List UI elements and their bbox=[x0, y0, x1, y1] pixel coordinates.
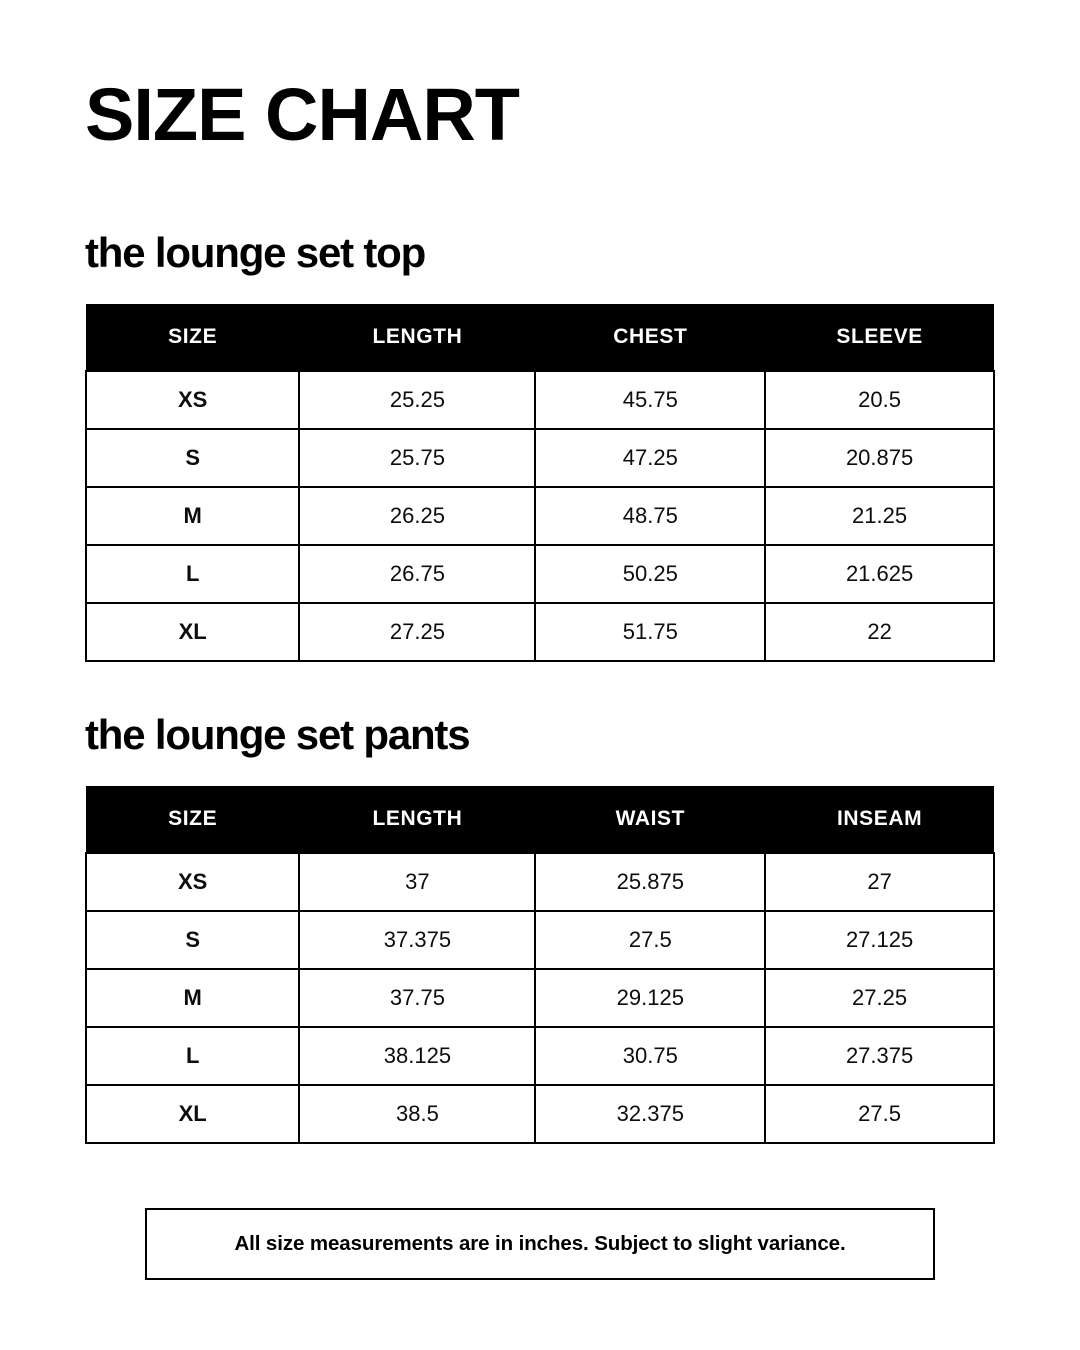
cell-inseam: 27.125 bbox=[765, 911, 994, 969]
table-row bbox=[86, 1085, 994, 1143]
column-header-size: SIZE bbox=[86, 786, 299, 853]
cell-size: M bbox=[86, 969, 299, 1027]
cell-waist: 29.125 bbox=[535, 969, 765, 1027]
cell-chest: 48.75 bbox=[535, 487, 765, 545]
cell-chest: 50.25 bbox=[535, 545, 765, 603]
table-row bbox=[86, 545, 994, 603]
column-header-waist: WAIST bbox=[535, 786, 765, 853]
column-header-chest: CHEST bbox=[535, 304, 765, 371]
cell-size: L bbox=[86, 545, 299, 603]
measurement-note: All size measurements are in inches. Subject to slight variance. bbox=[145, 1208, 935, 1280]
cell-length: 37.75 bbox=[299, 969, 535, 1027]
cell-size: XL bbox=[86, 603, 299, 661]
cell-inseam: 27.5 bbox=[765, 1085, 994, 1143]
cell-length: 38.125 bbox=[299, 1027, 535, 1085]
cell-size: XS bbox=[86, 371, 299, 429]
column-header-length: LENGTH bbox=[299, 786, 535, 853]
cell-sleeve: 20.875 bbox=[765, 429, 994, 487]
cell-chest: 51.75 bbox=[535, 603, 765, 661]
column-header-size: SIZE bbox=[86, 304, 299, 371]
cell-size: S bbox=[86, 429, 299, 487]
table-row bbox=[86, 911, 994, 969]
cell-waist: 30.75 bbox=[535, 1027, 765, 1085]
table-row bbox=[86, 969, 994, 1027]
cell-length: 25.75 bbox=[299, 429, 535, 487]
page-title: SIZE CHART bbox=[85, 73, 519, 156]
cell-chest: 45.75 bbox=[535, 371, 765, 429]
table-row bbox=[86, 1027, 994, 1085]
column-header-inseam: INSEAM bbox=[765, 786, 994, 853]
cell-length: 26.25 bbox=[299, 487, 535, 545]
table-row bbox=[86, 853, 994, 911]
size-table-top bbox=[85, 304, 995, 662]
cell-sleeve: 20.5 bbox=[765, 371, 994, 429]
cell-length: 38.5 bbox=[299, 1085, 535, 1143]
cell-size: S bbox=[86, 911, 299, 969]
cell-size: M bbox=[86, 487, 299, 545]
cell-inseam: 27.25 bbox=[765, 969, 994, 1027]
cell-size: XS bbox=[86, 853, 299, 911]
cell-chest: 47.25 bbox=[535, 429, 765, 487]
cell-length: 26.75 bbox=[299, 545, 535, 603]
cell-waist: 25.875 bbox=[535, 853, 765, 911]
table-header-row bbox=[86, 786, 994, 853]
cell-size: L bbox=[86, 1027, 299, 1085]
column-header-sleeve: SLEEVE bbox=[765, 304, 994, 371]
column-header-length: LENGTH bbox=[299, 304, 535, 371]
cell-sleeve: 21.25 bbox=[765, 487, 994, 545]
table-row bbox=[86, 487, 994, 545]
cell-inseam: 27 bbox=[765, 853, 994, 911]
cell-sleeve: 21.625 bbox=[765, 545, 994, 603]
section-title-top: the lounge set top bbox=[85, 229, 426, 276]
cell-waist: 27.5 bbox=[535, 911, 765, 969]
cell-sleeve: 22 bbox=[765, 603, 994, 661]
cell-waist: 32.375 bbox=[535, 1085, 765, 1143]
table-row bbox=[86, 429, 994, 487]
cell-size: XL bbox=[86, 1085, 299, 1143]
table-row bbox=[86, 603, 994, 661]
section-title-pants: the lounge set pants bbox=[85, 711, 470, 758]
size-table-pants bbox=[85, 786, 995, 1144]
cell-length: 27.25 bbox=[299, 603, 535, 661]
table-header-row bbox=[86, 304, 994, 371]
cell-length: 37 bbox=[299, 853, 535, 911]
table-row bbox=[86, 371, 994, 429]
cell-length: 25.25 bbox=[299, 371, 535, 429]
cell-length: 37.375 bbox=[299, 911, 535, 969]
cell-inseam: 27.375 bbox=[765, 1027, 994, 1085]
